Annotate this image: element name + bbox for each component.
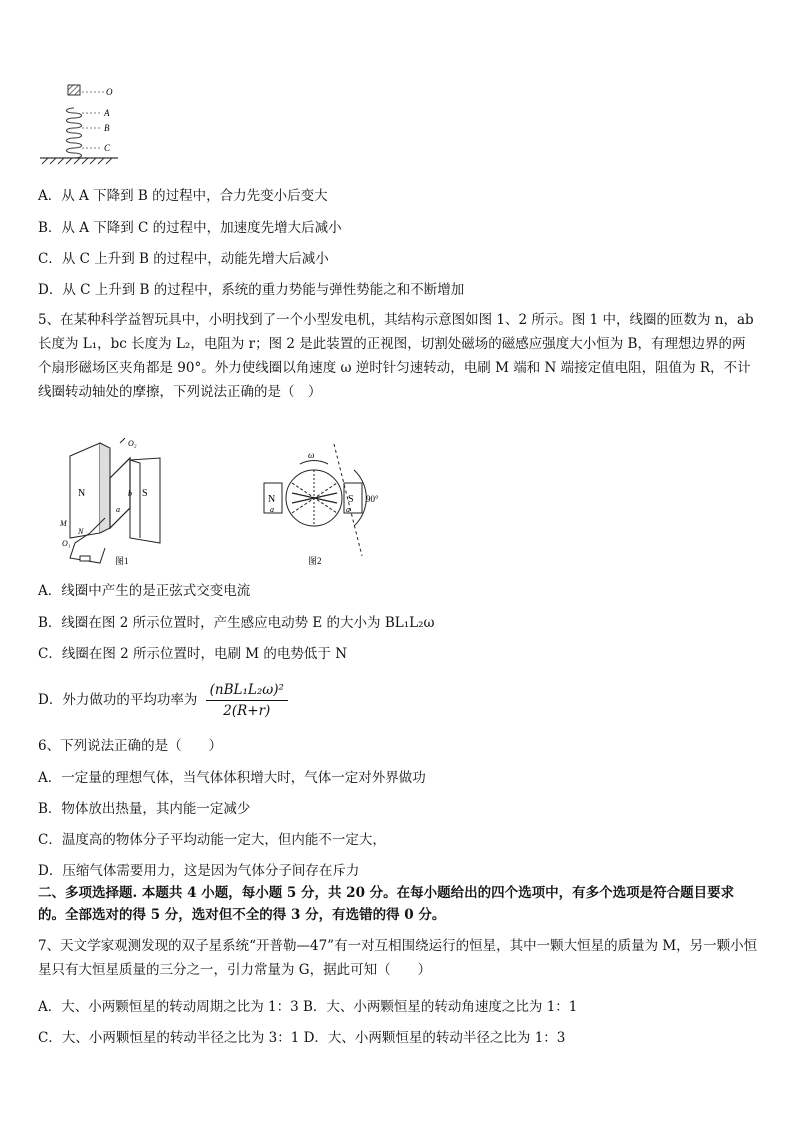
q5-option-c: C．线圈在图 2 所示位置时，电刷 M 的电势低于 N bbox=[38, 646, 348, 662]
fig1-caption: 图1 bbox=[115, 556, 129, 566]
spring-coil bbox=[67, 108, 82, 158]
q4-option-c: C．从 C 上升到 B 的过程中，动能先增大后减小 bbox=[38, 251, 329, 267]
fig1-label-o1: O₁ bbox=[62, 539, 71, 548]
q7-stem: 7、天文学家观测发现的双子星系统“开普勒—47”有一对互相围绕运行的恒星，其中一颗大恒星的质量为 M，另一颗小恒星只有大恒星质量的三分之一，引力常量为 G，据此可知（ ） bbox=[38, 938, 758, 978]
spring-figure bbox=[38, 80, 158, 180]
generator-figure-1 bbox=[50, 438, 200, 568]
label-a: A bbox=[104, 108, 110, 118]
label-b: B bbox=[104, 123, 110, 133]
q6-option-c: C．温度高的物体分子平均动能一定大，但内能不一定大， bbox=[38, 832, 386, 848]
q5-stem: 5、在某种科学益智玩具中，小明找到了一个小型发电机，其结构示意图如图 1、2 所示。图 1 中，线圈的匝数为 n，ab 长度为 L₁，bc 长度为 L₂，电阻为 r；图 2 是此装置的正视图，切割处磁场的磁感应强度大小恒为 B，有理想边界的两个扇形磁场区夹角都是 90°。外力使线圈以角速度 ω 逆时针匀速转动，电刷 M 端和 N 端接定值电阻，阻值为 R，不计线圈转动轴处的摩擦，下列说法正确的是（ ） bbox=[38, 312, 754, 400]
q5-option-b: B．线圈在图 2 所示位置时，产生感应电动势 E 的大小为 BL₁L₂ω bbox=[38, 615, 435, 631]
fig2-label-s: S bbox=[348, 494, 354, 505]
fig1-label-nn: N bbox=[78, 527, 84, 536]
q6-stem: 6、下列说法正确的是（ ） bbox=[38, 738, 223, 754]
section-2-heading: 二、多项选择题. 本题共 4 小题，每小题 5 分，共 20 分。在每小题给出的四个选项中，有多个选项是符合题目要求的。全部选对的得 5 分，选对但不全的得 3 分，有选错的得 0 分。 bbox=[38, 885, 735, 923]
fraction-numerator: (nBL₁L₂ω)² bbox=[206, 680, 288, 701]
fig2-caption: 图2 bbox=[308, 556, 322, 566]
q6-option-a: A．一定量的理想气体，当气体体积增大时，气体一定对外界做功 bbox=[38, 770, 426, 786]
fig1-label-b: b bbox=[128, 489, 132, 498]
fig1-label-m: M bbox=[60, 519, 67, 528]
q6-option-d: D．压缩气体需要用力，这是因为气体分子间存在斥力 bbox=[38, 863, 360, 879]
q7-options-row-2: C．大、小两颗恒星的转动半径之比为 3：1 D．大、小两颗恒星的转动半径之比为 1：3 bbox=[38, 1030, 566, 1046]
q4-option-d: D．从 C 上升到 B 的过程中，系统的重力势能与弹性势能之和不断增加 bbox=[38, 282, 465, 298]
q4-option-a: A．从 A 下降到 B 的过程中，合力先变小后变大 bbox=[38, 188, 328, 204]
fig2-label-angle: 90° bbox=[366, 494, 379, 504]
label-c: C bbox=[104, 143, 111, 153]
q5-option-d-prefix: D．外力做功的平均功率为 bbox=[38, 692, 198, 708]
coil-frame bbox=[110, 458, 130, 528]
magnet-s bbox=[130, 458, 160, 543]
fig2-label-omega: ω bbox=[308, 450, 315, 460]
fig2-label-a1: a bbox=[270, 505, 274, 514]
fig1-label-s: S bbox=[142, 488, 148, 499]
q4-option-b: B．从 A 下降到 C 的过程中，加速度先增大后减小 bbox=[38, 220, 342, 236]
fraction-denominator: 2(R+r) bbox=[223, 703, 271, 719]
fig1-label-n: N bbox=[78, 488, 86, 499]
q6-option-b: B．物体放出热量，其内能一定减少 bbox=[38, 801, 251, 817]
generator-figure-2 bbox=[262, 438, 392, 568]
fig1-label-o2: O₂ bbox=[128, 439, 137, 448]
fig2-label-n: N bbox=[268, 494, 276, 505]
fig1-label-a: a bbox=[116, 505, 120, 514]
power-fraction bbox=[206, 680, 288, 721]
q5-option-d bbox=[38, 680, 288, 721]
q7-options-row-1: A．大、小两颗恒星的转动周期之比为 1：3 B．大、小两颗恒星的转动角速度之比为 1：1 bbox=[38, 999, 578, 1015]
spring-mass-block bbox=[68, 85, 80, 95]
q5-option-a: A．线圈中产生的是正弦式交变电流 bbox=[38, 583, 251, 599]
label-o: O bbox=[106, 87, 113, 97]
fig2-label-a2: a bbox=[346, 505, 350, 514]
